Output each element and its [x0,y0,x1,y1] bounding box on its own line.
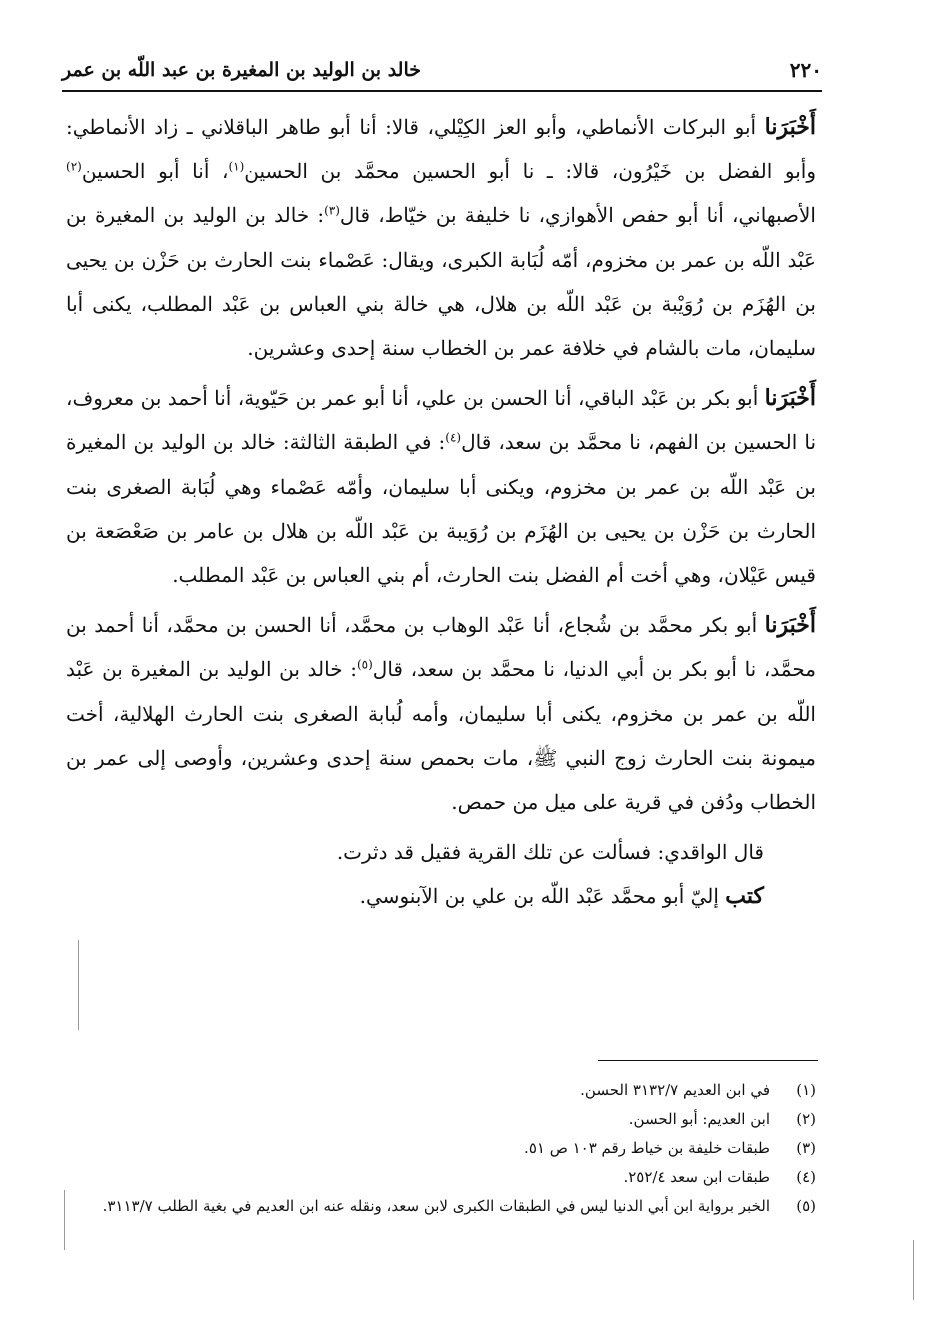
paragraph-text: : خالد بن الوليد بن المغيرة بن عَبْد اللّه بن عمر بن مخزوم، أمّه لُبَابة الكبرى، ويقال: عَصْماء بنت الحارث بن حَزْن بن يحيى بن الهُزَم بن رُوَيْبة بن عَبْد اللّه بن هلال، هي خالة بني العباس بن عَبْد المطلب، يكنى أبا سليمان، مات بالشام في خلافة عمر بن الخطاب سنة إحدى وعشرين. [66,203,816,361]
paragraph-lead-word: أَخْبَرَنا [764,612,816,639]
footnote-number: (٢) [796,1110,816,1128]
scan-margin-line [78,940,79,1030]
closing-lead-word: كتب [725,883,764,910]
paragraph-text: ، أنا أبو الحسين [81,159,229,184]
footnote-ref-1[interactable]: (١) [228,159,245,174]
scan-margin-line [64,1190,65,1250]
footnotes-divider [598,1060,818,1061]
footnote-text: الخبر برواية ابن أبي الدنيا ليس في الطبقات الكبرى لابن سعد، ونقله عنه ابن العديم في بغية الطلب ٣١١٣/٧. [102,1197,770,1215]
footnote-text: طبقات ابن سعد ٢٥٢/٤. [623,1168,770,1186]
scan-margin-line [913,1240,914,1300]
paragraph-lead-word: أَخْبَرَنا [764,114,816,140]
paragraph-text: : في الطبقة الثالثة: خالد بن الوليد بن المغيرة بن عَبْد اللّه بن عمر بن مخزوم، ويكنى أبا سليمان، وأمّه عَصْماء وهي لُبَابة الصغرى بنت الحارث بن حَزْن بن يحيى بن الهُزَم بن رُوَيبة بن عَبْد اللّه بن هلال بن عامر بن صَعْصَعة بن قيس عَيْلان، وهي أخت أم الفضل بنت الحارث، أم بني العباس بن عَبْد المطلب. [66,430,816,588]
footnote-ref-4[interactable]: (٤) [445,430,462,445]
paragraph-1 [66,105,816,370]
running-title: خالد بن الوليد بن المغيرة بن عبد اللّه بن عمر [62,59,421,81]
footnotes [66,1076,816,1221]
footnote-1 [66,1076,816,1105]
closing-line [66,874,816,918]
footnote-number: (٣) [796,1139,816,1157]
paragraph-text: أبو بكر بن عَبْد الباقي، أنا الحسن بن علي، أنا أبو عمر بن حَيّوية، أنا أحمد بن معروف، نا الحسين بن الفهم، نا محمَّد بن سعد، قال [66,386,817,455]
waqidi-quote: قال الواقدي: فسألت عن تلك القرية فقيل قد دثرت. [336,840,764,865]
paragraph-text: الأصبهاني، أنا أبو حفص الأهوازي، نا خليفة بن خيّاط، قال [339,203,816,228]
paragraph-2 [66,376,816,597]
page-number: ٢٢٠ [789,58,822,82]
paragraph-3 [66,603,816,824]
footnote-ref-3[interactable]: (٣) [324,203,340,218]
footnote-ref-5[interactable]: (٥) [356,657,373,672]
paragraph-text: : خالد بن الوليد بن المغيرة بن عَبْد اللّه بن عمر بن مخزوم، يكنى أبا سليمان، وأمه لُبابة الصغرى بنت الحارث الهلالية، أخت ميمونة بنت الحارث زوج النبي ﷺ، مات بحمص سنة إحدى وعشرين، وأوصى إلى عمر بن الخطاب ودُفن في قرية على ميل من حمص. [66,657,816,815]
paragraph-text: أبو بكر محمَّد بن شُجاع، أنا عَبْد الوهاب بن محمَّد، أنا الحسن بن محمَّد، أنا أحمد بن محمَّد، نا أبو بكر بن أبي الدنيا، نا محمَّد بن سعد، قال [66,613,816,682]
footnote-text: ابن العديم: أبو الحسن. [628,1110,770,1128]
footnote-4 [66,1163,816,1192]
footnote-number: (١) [796,1081,816,1099]
footnote-3 [66,1134,816,1163]
header-divider [62,90,822,92]
footnote-text: في ابن العديم ٣١٣٢/٧ الحسن. [580,1081,770,1099]
footnote-number: (٤) [796,1168,816,1186]
paragraph-text: أبو البركات الأنماطي، وأبو العز الكِيْلي، قالا: أنا أبو طاهر الباقلاني ـ زاد الأنماطي: وأبو الفضل بن خَيْرُون، قالا: ـ نا أبو الحسين محمَّد بن الحسين [66,115,816,184]
closing-text: إليّ أبو محمَّد عَبْد اللّه بن علي بن الآبنوسي. [359,884,726,909]
main-text [66,105,816,919]
footnote-5 [66,1192,816,1221]
footnote-text: طبقات خليفة بن خياط رقم ١٠٣ ص ٥١. [524,1139,770,1157]
footnote-2 [66,1105,816,1134]
footnote-ref-2[interactable]: (٢) [66,159,82,174]
paragraph-lead-word: أَخْبَرَنا [764,385,816,412]
page-header [62,52,822,88]
footnote-number: (٥) [796,1197,816,1215]
